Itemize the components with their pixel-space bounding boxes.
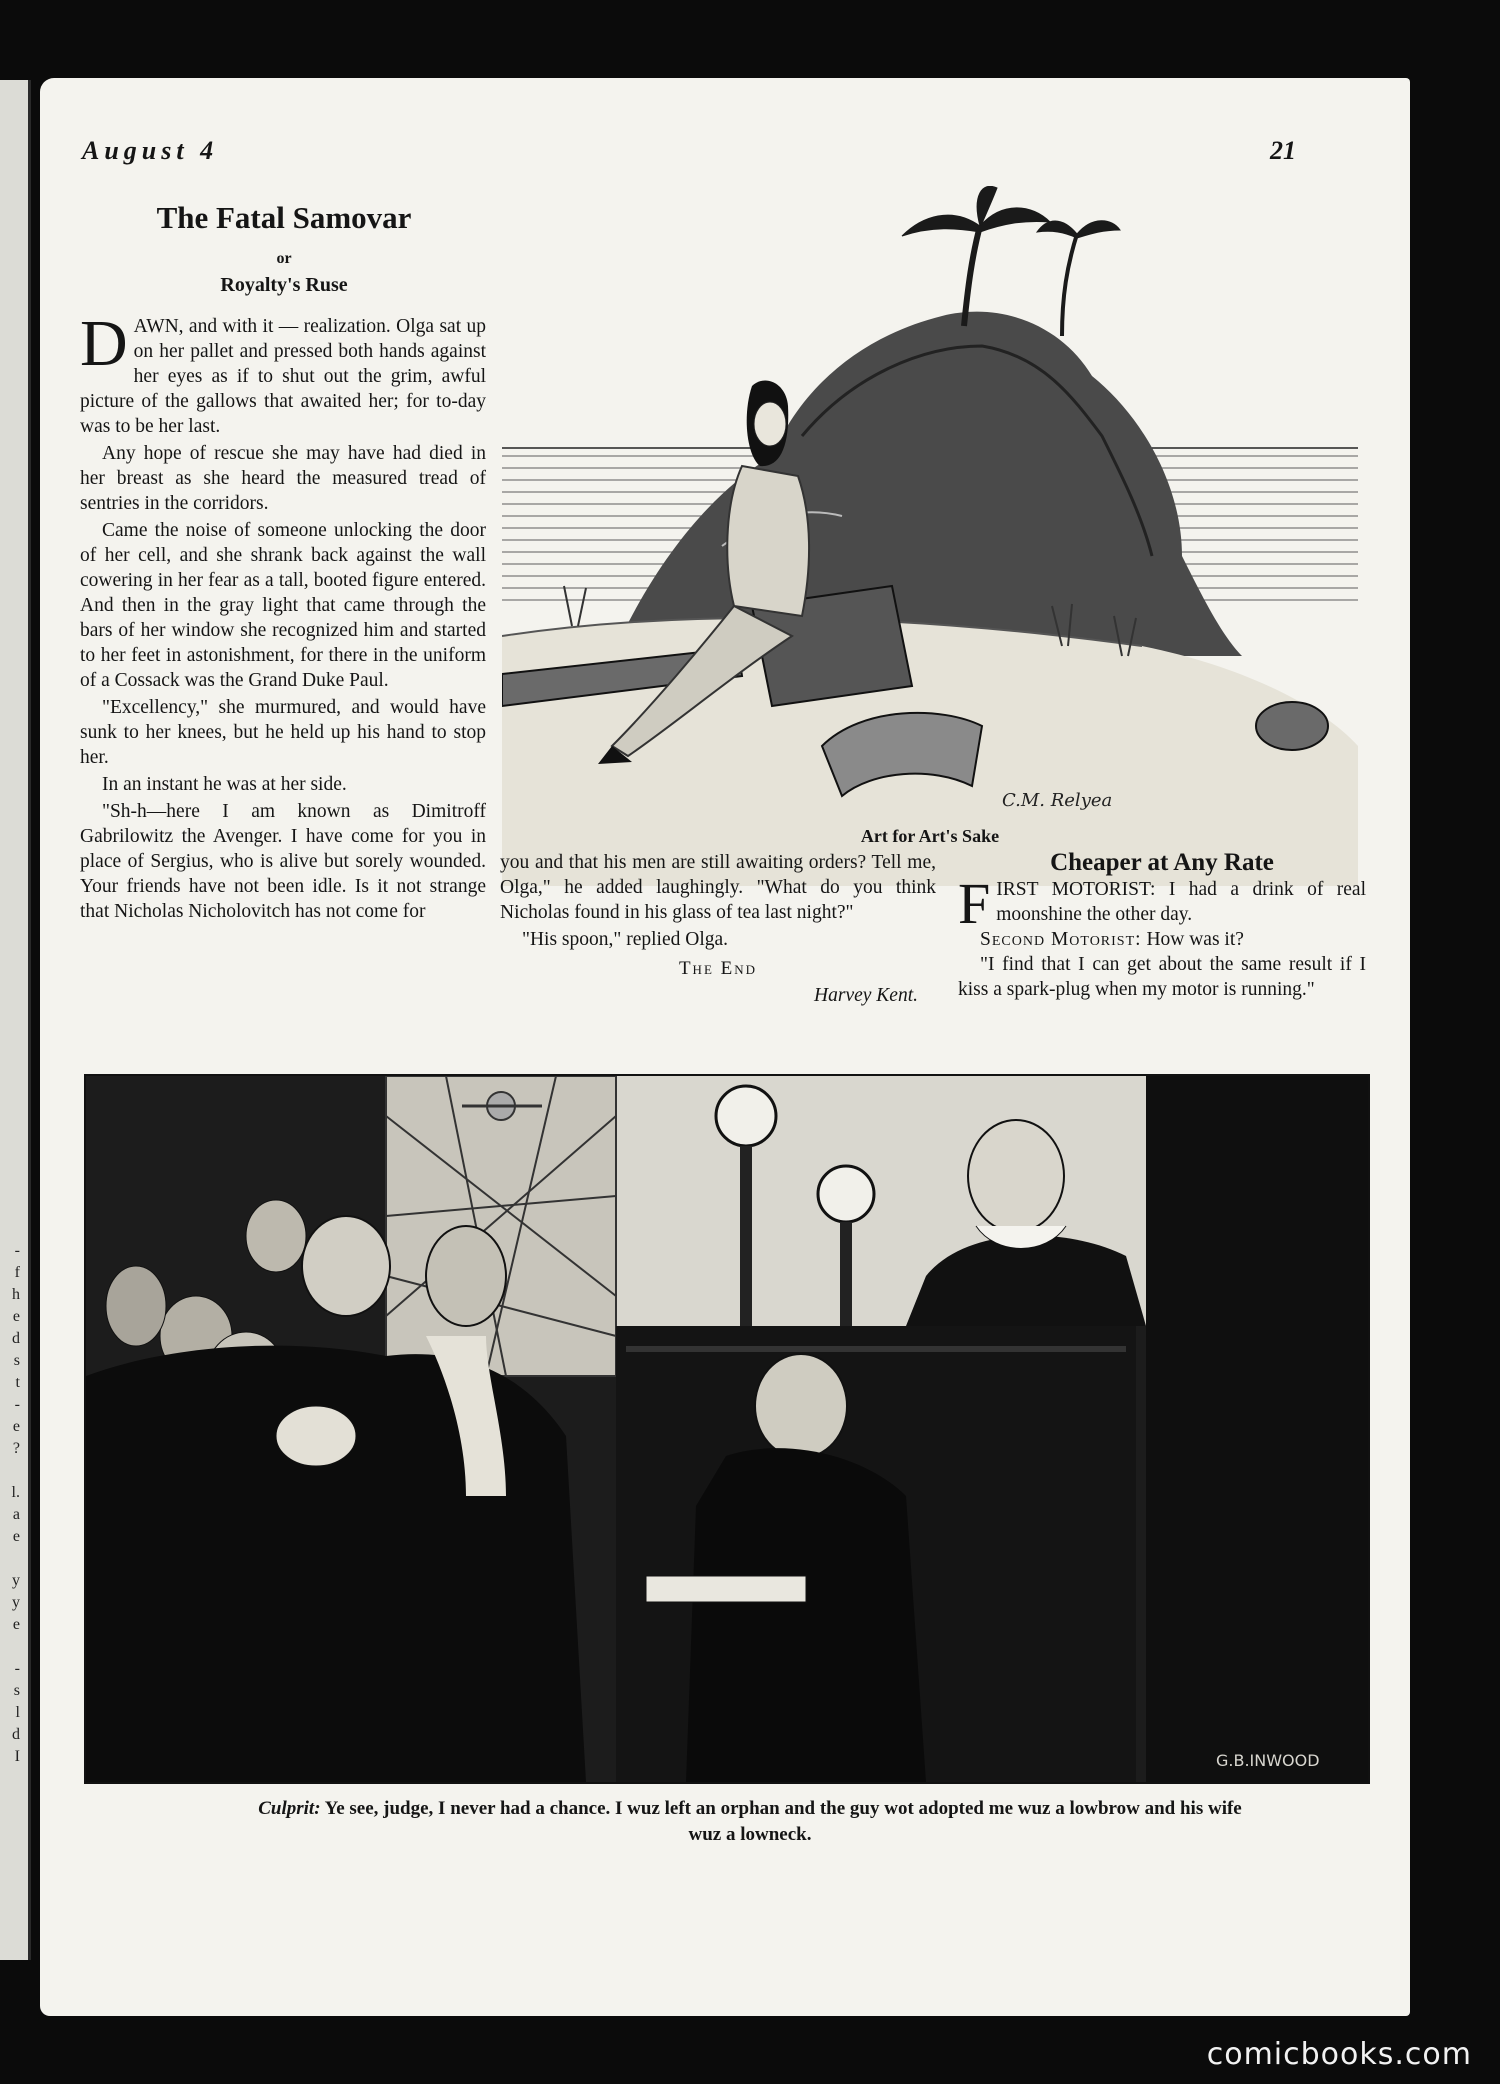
illustration-art-for-arts-sake <box>502 186 1358 886</box>
story-paragraph: "Excellency," she murmured, and would have sunk to her knees, but he held up his hand to stop her. <box>80 697 486 768</box>
story-paragraph: "Sh-h—here I am known as Dimitroff Gabrilowitz the Avenger. I have come for you in place of Sergius, who is alive but sorely wounded. Your friends have not been idle. Is it not strange that Nicholas Nicholovitch has not come for <box>80 801 486 922</box>
spine-letter: I <box>14 1748 20 1765</box>
story-title: The Fatal Samovar <box>156 200 412 235</box>
spine-text-fragment <box>0 1240 20 1768</box>
story-paragraph: "His spoon," replied Olga. <box>522 929 729 950</box>
joke-line: FIRST MOTORIST: I had a drink of real moonshine the other day. <box>958 871 1366 936</box>
spine-letter: l. <box>11 1484 20 1501</box>
story-or: or <box>276 250 292 267</box>
spine-letter: e <box>12 1418 20 1435</box>
spine-letter: s <box>13 1352 20 1369</box>
watermark: comicbooks.com <box>1206 2037 1472 2072</box>
running-head-date: August 4 <box>82 136 219 165</box>
story-author: Harvey Kent. <box>814 985 918 1006</box>
spine-letter: e <box>12 1308 20 1325</box>
spine-letter: ? <box>12 1440 20 1457</box>
spine-letter: - <box>14 1396 20 1413</box>
drop-cap: D <box>80 307 128 380</box>
stained-glass-window <box>386 1076 616 1376</box>
story-column-2 <box>500 850 936 1008</box>
handkerchief <box>276 1406 356 1466</box>
spine-letter: - <box>14 1242 20 1259</box>
joke-line: "I find that I can get about the same result if I kiss a spark-plug when my motor is running." <box>958 954 1366 1000</box>
artist-signature-bottom: G.B.INWOOD <box>1216 1751 1320 1770</box>
story-subtitle: Royalty's Ruse <box>220 274 348 296</box>
spine-letter <box>0 1548 20 1570</box>
spine-letter: e <box>12 1616 20 1633</box>
spine-letter: h <box>12 1286 20 1303</box>
spine-letter: l <box>15 1704 20 1721</box>
joke-column <box>958 850 1366 1002</box>
barrel <box>1256 702 1328 750</box>
spine-letter: - <box>14 1660 20 1677</box>
story-paragraph: you and that his men are still awaiting orders? Tell me, Olga," he added laughingly. "What do you think Nicholas found in his glass of tea last night?" <box>500 852 936 923</box>
spine-letter: d <box>12 1726 20 1743</box>
spine-letter <box>0 1460 20 1482</box>
spine-letter: y <box>12 1572 20 1589</box>
magazine-page <box>40 78 1410 2016</box>
previous-page-edge <box>0 80 31 1960</box>
caption-culprit <box>250 1796 1250 1848</box>
spine-letter: d <box>12 1330 20 1347</box>
story-paragraph: Any hope of rescue she may have had died in her breast as she heard the measured tread of sentries in the corridors. <box>80 443 486 514</box>
drop-cap: F <box>958 871 991 936</box>
caption-speaker: Culprit: <box>258 1798 321 1819</box>
spine-letter: f <box>14 1264 20 1281</box>
caption-text: Ye see, judge, I never had a chance. I wuz left an orphan and the guy wot adopted me wuz a lowbrow and his wife wuz a lowneck. <box>324 1798 1242 1845</box>
joke-line: Second Motorist: How was it? <box>980 929 1244 950</box>
spine-letter: y <box>12 1594 20 1611</box>
story-column-1 <box>80 307 486 926</box>
artist-signature-top: C.M. Relyea <box>1002 790 1113 811</box>
spine-letter <box>0 1636 20 1658</box>
illustration-courtroom <box>84 1074 1370 1784</box>
story-paragraph: In an instant he was at her side. <box>102 774 347 795</box>
story-paragraph: Came the noise of someone unlocking the door of her cell, and she shrank back against the wall cowering in her fear as a tall, booted figure entered. And then in the gray light that came through the bars of her window she recognized him and started to her feet in astonishment, for there in the uniform of a Cossack was the Grand Duke Paul. <box>80 520 486 691</box>
caption-art-for-arts-sake: Art for Art's Sake <box>860 826 1000 846</box>
spine-letter: s <box>13 1682 20 1699</box>
the-end-label: The End <box>678 958 758 979</box>
joke-title: Cheaper at Any Rate <box>1050 849 1274 876</box>
page-number: 21 <box>1270 136 1296 165</box>
story-paragraph: DAWN, and with it — realization. Olga sat up on her pallet and pressed both hands against her eyes as if to shut out the grim, awful picture of the gallows that awaited her; for to-day was to be her last. <box>80 307 486 437</box>
spine-letter: e <box>12 1528 20 1545</box>
spine-letter: t <box>15 1374 20 1391</box>
spine-letter: a <box>12 1506 20 1523</box>
